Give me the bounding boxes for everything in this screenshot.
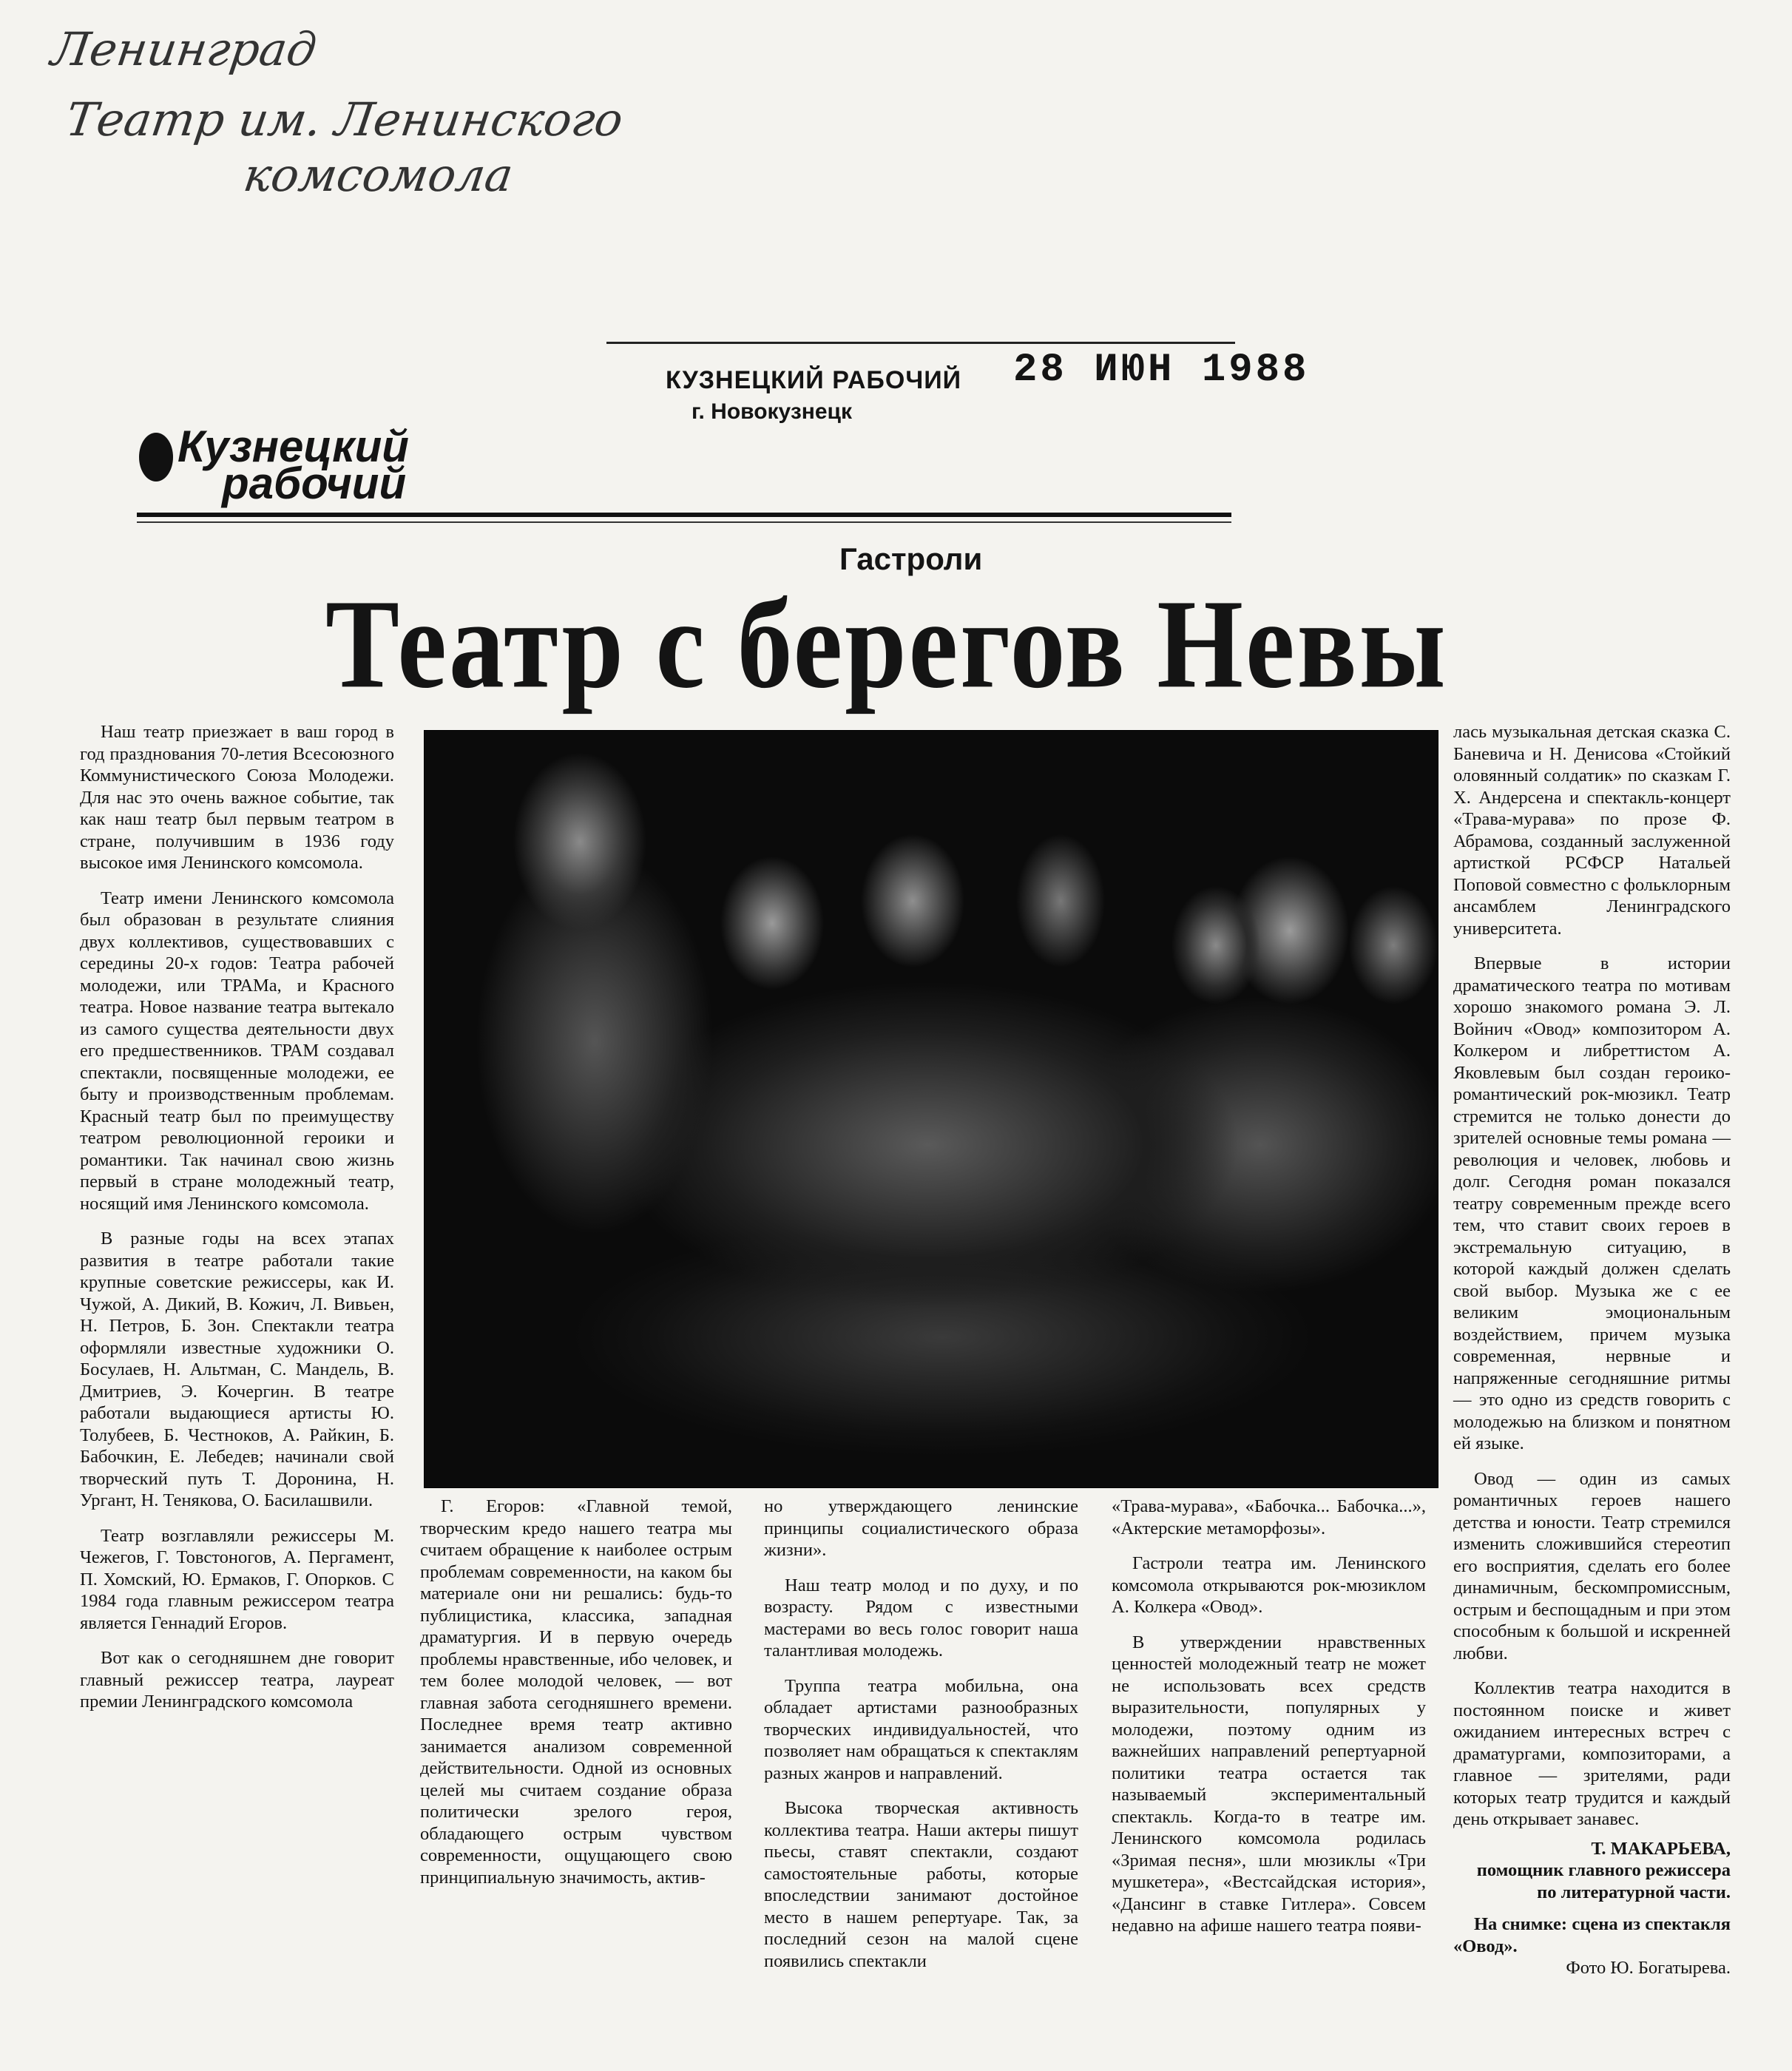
masthead-rule-thin [137, 521, 1231, 523]
paragraph: В разные годы на всех этапах развития в театре работали такие крупные советские режиссеры, как И. Чужой, А. Дикий, В. Кожич, Л. Вивьен, Н. Петров, Б. Зон. Спектакли театра оформляли известные художники О. Босулаев, Н. Альтман, С. Мандель, В. Дмитриев, Э. Кочергин. В театре работали выдающиеся артисты Ю. Толубеев, Б. Честноков, А. Райкин, Б. Бабочкин, Е. Лебедев; начинали свой творческий путь Т. Доронина, Н. Ургант, Н. Тенякова, О. Басилашвили. [80, 1229, 394, 1510]
headline: Театр с берегов Невы [325, 573, 1448, 715]
paragraph: Наш театр приезжает в ваш город в год празднования 70-летия Всесоюзного Коммунистического Союза Молодежи. Для нас это очень важное событие, так как наш театр был первым театром в стране, получившим в 1936 году высокое имя Ленинского комсомола. [80, 722, 394, 873]
paragraph: но утверждающего ленинские принципы социалистического образа жизни». [764, 1496, 1078, 1560]
photo-credit: Фото Ю. Богатырева. [1566, 1958, 1731, 1978]
paragraph: В утверждении нравственных ценностей молодежный театр не может не использовать всех средств выразительности, популярных у молодежи, поэтому одним из важнейших направлений репертуарной политики театра остается так называемый экспериментальный спектакль. Когда-то в театре им. Ленинского комсомола родилась «Зримая песня», шли мюзиклы «Три мушкетера», «Вестсайдская история», «Дансинг в ставке Гитлера». Совсем недавно на афише нашего театра появи- [1112, 1632, 1426, 1936]
paragraph: Гастроли театра им. Ленинского комсомола открываются рок-мюзиклом А. Колкера «Овод». [1112, 1553, 1426, 1617]
paragraph: Театр имени Ленинского комсомола был образован в результате слияния двух коллективов, существовавших с середины 20-х годов: Театра рабочей молодежи, или ТРАМа, и Красного театра. Новое название театра вытекало из самого существа деятельности двух его предшественников. ТРАМ создавал спектакли, посвященные молодежи, ее быту и производственным проблемам. Красный театр был по преимуществу театром революционной героики и романтики. Так начинал свою жизнь первый в стране молодежный театр, носящий имя Ленинского комсомола. [80, 888, 394, 1214]
paragraph: Вот как о сегодняшнем дне говорит главный режиссер театра, лауреат премии Ленинградского комсомола [80, 1648, 394, 1712]
paragraph: Впервые в истории драматического театра по мотивам хорошо знакомого романа Э. Л. Войнич «Овод» композитором А. Колкером и либреттистом А. Яковлевым был создан героико-романтический рок-мюзикл. Театр стремится не только донести до зрителей основные темы романа — революция и человек, любовь и долг. Сегодня роман показался театру современным прежде всего тем, что ставит своих героев в экстремальную ситуацию, в которой каждый должен сделать свой выбор. Музыка же с ее великим эмоциональным воздействием, причем музыка современная, нервные и напряженные сегодняшние ритмы — это одно из средств говорить с молодежью на близком и понятном ей языке. [1453, 953, 1731, 1453]
paragraph: Г. Егоров: «Главной темой, творческим кредо нашего театра мы считаем обращение к наиболее острым проблемам современности, на каком бы материале они ни решались: будь-то публицистика, классика, западная драматургия. И в первую очередь проблемы нравственные, ибо человек, и тем более молодой человек, — вот главная забота сегодняшнего времени. Последнее время театр активно занимается анализом современной действительности. Одной из основных целей мы считаем создание образа политически зрелого героя, обладающего острым чувством современности, ощущающего свою принципиальную значимость, актив- [420, 1496, 732, 1888]
stamp-city: г. Новокузнецк [692, 399, 853, 424]
paragraph: лась музыкальная детская сказка С. Баневича и Н. Денисова «Стойкий оловянный солдатик» по сказкам Г. Х. Андерсена и спектакль-концерт «Трава-мурава» по прозе Ф. Абрамова, созданный заслуженной артисткой РСФСР Натальей Поповой совместно с фольклорным ансамблем Ленинградского университета. [1453, 722, 1731, 939]
paragraph: Труппа театра мобильна, она обладает артистами разнообразных творческих индивидуальностей, что позволяет нам обращаться к спектаклям разных жанров и направлений. [764, 1675, 1078, 1783]
masthead-rule [137, 513, 1231, 517]
handwritten-note-line2: Театр им. Ленинского [62, 92, 626, 146]
paragraph: Театр возглавляли режиссеры М. Чежегов, Г. Товстоногов, А. Пергамент, П. Хомский, Ю. Ермаков, Г. Опорков. С 1984 года главным режиссером театра является Геннадий Егоров. [80, 1525, 394, 1633]
article-column-3 [764, 1496, 1078, 1972]
paragraph: Наш театр молод и по духу, и по возрасту. Рядом с известными мастерами во весь голос говорит наша талантливая молодежь. [764, 1575, 1078, 1660]
author-role: помощник главного режиссера по литературной части. [1476, 1860, 1731, 1902]
article-column-2 [420, 1496, 732, 1888]
order-badge-icon [139, 433, 173, 482]
stamp-divider [606, 342, 1235, 344]
paragraph: Коллектив театра находится в постоянном поиске и живет ожиданием интересных встреч с драматургами, композиторами, а главное — зрителями, ради которых театр трудится и каждый день открывает занавес. [1453, 1678, 1731, 1829]
stamp-date: 28 ИЮН 1988 [1013, 348, 1310, 393]
author-name: Т. МАКАРЬЕВА, [1591, 1838, 1731, 1859]
rubric: Гастроли [839, 541, 983, 576]
handwritten-note-line3: комсомола [240, 148, 517, 202]
handwritten-note-line1: Ленинград [47, 22, 320, 76]
masthead-line1: Кузнецкий [177, 422, 409, 471]
photo-caption: На снимке: сцена из спектакля «Овод». [1453, 1914, 1731, 1956]
paragraph: «Трава-мурава», «Бабочка... Бабочка...», «Актерские метаморфозы». [1112, 1496, 1426, 1538]
stamp-paper-name: КУЗНЕЦКИЙ РАБОЧИЙ [666, 366, 962, 394]
paragraph: Овод — один из самых романтичных героев нашего детства и юности. Театр стремился изменить сложившийся стереотип его восприятия, сделать его более динамичным, бескомпромиссным, острым и беспощадным и при этом способным к большой и искренней любви. [1453, 1468, 1731, 1663]
article-column-5 [1453, 721, 1731, 1979]
masthead-line2: рабочий [222, 459, 407, 508]
article-column-1 [80, 721, 394, 1713]
article-column-4 [1112, 1496, 1426, 1937]
paragraph: Высока творческая активность коллектива театра. Наши актеры пишут пьесы, ставят спектакли, создают самостоятельные работы, которые впоследствии занимают достойное место в нашем репертуаре. Так, за последний сезон на малой сцене появились спектакли [764, 1798, 1078, 1971]
stage-photo [424, 730, 1438, 1488]
